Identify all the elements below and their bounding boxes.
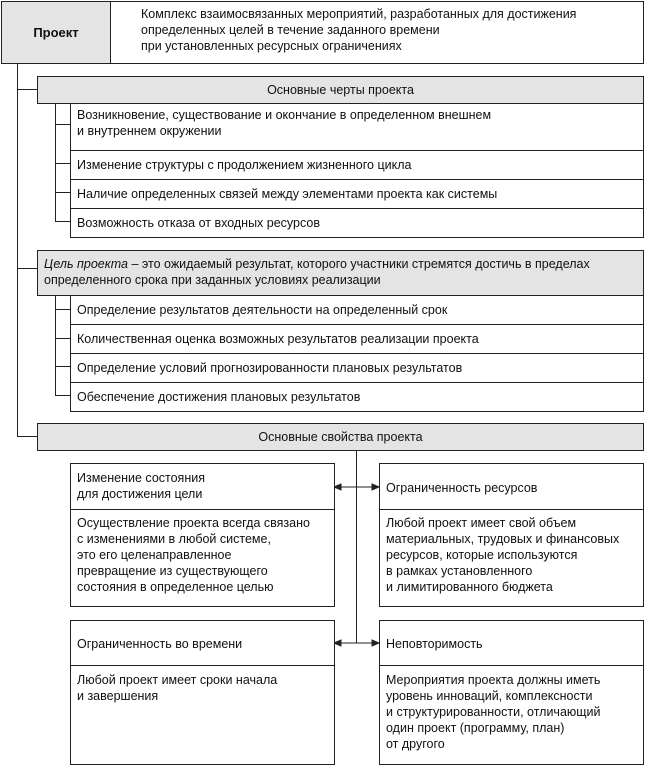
properties-header	[37, 423, 644, 451]
arrow-head-left-top	[334, 484, 341, 490]
resources-body: Любой проект имеет свой объем материальных, трудовых и финансовых ресурсов, которые используются в рамках установленного и лимитированного бюджета	[379, 509, 644, 607]
project-label: Проект	[33, 25, 79, 40]
goal-item-2: Количественная оценка возможных результатов реализации проекта	[70, 324, 644, 354]
goal-term: Цель проекта	[44, 257, 128, 271]
feature-item-3: Наличие определенных связей между элементами проекта как системы	[70, 179, 644, 209]
goal-item-1: Определение результатов деятельности на определенный срок	[70, 295, 644, 325]
time-body: Любой проект имеет сроки начала и завершения	[70, 665, 335, 765]
features-header-text: Основные черты проекта	[267, 83, 414, 97]
goal-box	[37, 250, 644, 296]
arrow-head-left-bottom	[334, 640, 341, 646]
uniqueness-title: Неповторимость	[379, 620, 644, 666]
goal-item-3: Определение условий прогнозированности плановых результатов	[70, 353, 644, 383]
resources-title: Ограниченность ресурсов	[379, 463, 644, 510]
time-title: Ограниченность во времени	[70, 620, 335, 666]
properties-header-text: Основные свойства проекта	[258, 430, 423, 444]
project-definition-box	[110, 1, 644, 64]
state-change-title: Изменение состояния для достижения цели	[70, 463, 335, 510]
state-change-body: Осуществление проекта всегда связано с изменениями в любой системе, это его целенаправленное превращение из существующего состояния в определенное целью	[70, 509, 335, 607]
arrow-head-right-bottom	[372, 640, 379, 646]
project-label-box	[1, 1, 111, 64]
goal-item-4: Обеспечение достижения плановых результатов	[70, 382, 644, 412]
arrow-head-right-top	[372, 484, 379, 490]
feature-item-1: Возникновение, существование и окончание в определенном внешнем и внутреннем окружении	[70, 103, 644, 151]
features-header	[37, 76, 644, 104]
uniqueness-body: Мероприятия проекта должны иметь уровень инноваций, комплексности и структурированности, отличающий один проект (программу, план) от другого	[379, 665, 644, 765]
feature-item-4: Возможность отказа от входных ресурсов	[70, 208, 644, 238]
goal-definition: – это ожидаемый результат, которого участники стремятся достичь в пределах определенного срока при заданных условиях реализации	[44, 257, 590, 287]
feature-item-2: Изменение структуры с продолжением жизненного цикла	[70, 150, 644, 180]
project-definition: Комплекс взаимосвязанных мероприятий, разработанных для достижения определенных целей в течение заданного времени при установленных ресурсных ограничениях	[141, 7, 577, 53]
